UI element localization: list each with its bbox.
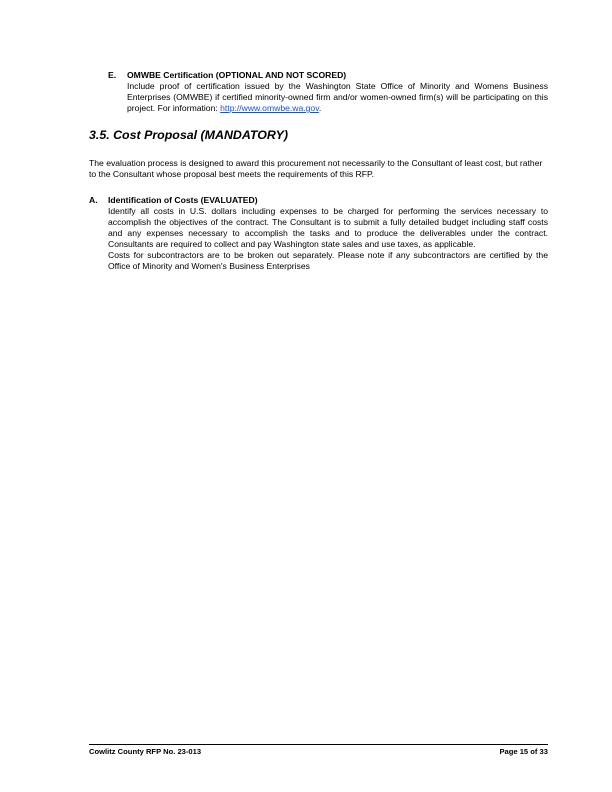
footer-page-number: Page 15 of 33 (499, 747, 548, 756)
item-e-after-link: . (318, 103, 322, 113)
item-e-omwbe-certification (108, 70, 548, 114)
item-e-letter: E. (108, 70, 117, 80)
item-a-letter: A. (89, 195, 98, 205)
section-heading-cost-proposal: 3.5. Cost Proposal (MANDATORY) (89, 128, 288, 142)
footer-divider (89, 744, 548, 745)
item-e-header (108, 70, 548, 81)
item-a-paragraph-1: Identify all costs in U.S. dollars including expenses to be charged for performing the services necessary to accomplish the objectives of the contract. The Consultant is to submit a fully detailed budget including staff costs and any expenses necessary to accomplish the tasks and to produce the deliverables under the contract. Consultants are required to collect and pay Washington state sales and use taxes, as applicable. (108, 206, 548, 249)
item-a-body (108, 206, 548, 272)
footer-rfp-number: Cowlitz County RFP No. 23-013 (89, 747, 202, 756)
section-intro-paragraph: The evaluation process is designed to award this procurement not necessarily to the Consultant of least cost, but rather to the Consultant whose proposal best meets the requirements of this RFP. (89, 158, 543, 179)
item-a-paragraph-2: Costs for subcontractors are to be broken out separately. Please note if any subcontractors are certified by the Office of Minority and Women's Business Enterprises (108, 250, 548, 271)
item-a-title: Identification of Costs (EVALUATED) (108, 195, 258, 205)
item-e-body (127, 81, 548, 114)
item-e-paragraph (127, 81, 548, 114)
item-a-header (89, 195, 548, 206)
item-e-title: OMWBE Certification (OPTIONAL AND NOT SCORED) (127, 70, 347, 80)
item-e-text: Include proof of certification issued by the Washington State Office of Minority and Womens Business Enterprises (OMWBE) if certified minority-owned firm and/or women-owned firm(s) will be participating on this project. For information: (127, 81, 548, 113)
omwbe-link[interactable]: http://www.omwbe.wa.gov (220, 103, 319, 113)
item-a-identification-of-costs (89, 195, 548, 272)
